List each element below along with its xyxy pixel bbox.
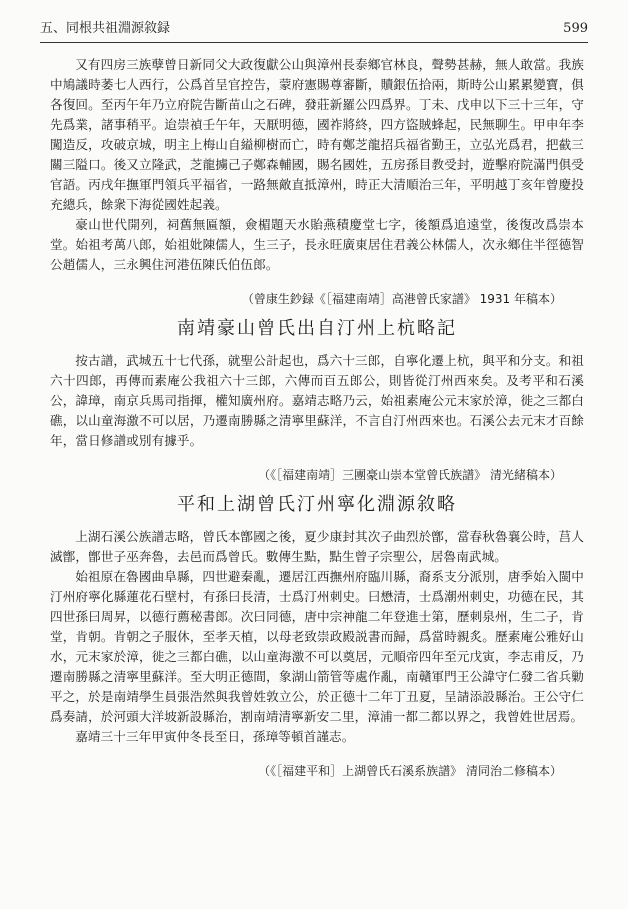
running-header bbox=[40, 18, 588, 43]
paragraph: 上湖石溪公族譜志略，曾氏本鄫國之後，夏少康封其次子曲烈於鄫，當春秋魯襄公時，莒人滅鄫，鄫世子巫奔魯，去邑而爲曾氏。數傳生點，點生曾子宗聖公，居魯南武城。 bbox=[50, 529, 584, 564]
section-nanjing-haoshan bbox=[50, 317, 584, 485]
paragraph: 豪山世代開列，祠舊無匾額，僉楣題天水貽燕積慶堂七字，後額爲追遠堂，後復改爲崇本堂。始祖考萬八郎，始祖妣陳儒人，生三子，長永旺廣東居住君義公林儒人，次永鄉住半徑德智公趙儒人，三永興住河港伍陳氏伯伍郎。 bbox=[50, 217, 584, 272]
page-content bbox=[50, 55, 584, 789]
source-citation: （《［福建平和］上湖曾氏石溪系族譜》 清同治二修稿本） bbox=[258, 764, 562, 778]
section-title: 平和上湖曾氏汀州寧化淵源敘略 bbox=[177, 494, 457, 515]
section-title: 南靖豪山曾氏出自汀州上杭略記 bbox=[177, 318, 457, 339]
section-genealogy-continuation bbox=[50, 55, 584, 309]
source-citation: （《［福建南靖］三團豪山崇本堂曾氏族譜》 清光緒稿本） bbox=[258, 468, 562, 482]
page-number: 599 bbox=[563, 21, 588, 36]
section-pinghe-shanghu bbox=[50, 493, 584, 781]
source-citation: （曾康生鈔録《［福建南靖］高港曾氏家譜》 1931 年稿本） bbox=[241, 292, 562, 306]
chapter-title: 五、同根共祖淵源敘録 bbox=[40, 21, 171, 36]
paragraph: 始祖原在魯國曲阜縣，四世避秦亂，遷居江西撫州府臨川縣，裔系支分派別，唐季始入閩中汀州府寧化縣蓮花石壁村，有孫曰長清，士爲汀州刺史。曰懋清，士爲潮州刺史，功德在民，其四世孫曰周昇，以德行薦秘書郎。次曰同德，唐中宗神龍二年登進士第，歷刺泉州，生二子，肯堂，肯朝。肯朝之子服休，至孝天植，以母老致崇政殿説書而歸，爲當時親炙。歷素庵公雅好山水，元末家於漳，徙之三都白礁，以山童海激不可以奠居，元順帝四年至元戊寅，李志甫反，乃遷南勝縣之清寧里蘇洋。至大明正德間，象湖山箭管等處作亂，南贛軍門王公諱守仁發二省兵勦平之，於是南靖學生員張浩然與我曾姓敦立公，於正德十二年丁丑夏，呈請添設縣治。王公守仁爲奏請，於河頭大洋坡新設縣治，割南靖清寧新安二里，漳浦一都二都以界之，我曾姓世居焉。 bbox=[50, 569, 584, 724]
paragraph: 按古譜，武城五十七代孫，就聖公計起也，爲六十三郎，自寧化遷上杭，與平和分支。和祖六十四郎，再傳而素庵公我祖六十三郎，六傳而百五郎公，則皆從汀州西來矣。及考平和石溪公，諱璋，南京兵馬司指揮，權知廣州府。嘉靖志略乃云，始祖素庵公元末家於漳，徙之三都白礁，以山童海激不可以居，乃遷南勝縣之清寧里蘇洋，不言自汀州西來也。石溪公去元末才百餘年，當日修譜或別有據乎。 bbox=[50, 353, 584, 448]
paragraph: 嘉靖三十三年甲寅仲冬長至日，孫璋等頓首謹志。 bbox=[75, 729, 355, 744]
paragraph: 又有四房三族孽曾日新同父大政復獻公山與漳州長泰鄉官林良，聲勢甚赫，無人敢當。我族中鳩議時萎七人西行，公爲首呈官控告，蒙府憲賜尊審斷，贖銀伍拾兩，斯時公山累累變寶，俱各復回。至丙午年乃立府院告斷苗山之石碑，發莊新羅公四爲界。丁未、戊申以下三十三年，守先爲業，諸事稍平。迨崇禎壬午年，天厭明德，國祚將終，四方盜賊蜂起，民無聊生。甲申年李闖造反，攻破京城，明主上梅山自縊柳樹而亡，時有鄭芝龍招兵福省勤王，立弘光爲君，把截三關三隘口。後又立隆武，芝龍擄己子鄭森輔國，賜名國姓，五房孫目教受封，遊擊府院滿門俱受官語。丙戌年撫軍門領兵平福省，一路無敵直抵漳州，時正大清順治三年，平明越丁亥年曾慶投充總兵，餘衆下海從國姓起義。 bbox=[50, 57, 584, 212]
